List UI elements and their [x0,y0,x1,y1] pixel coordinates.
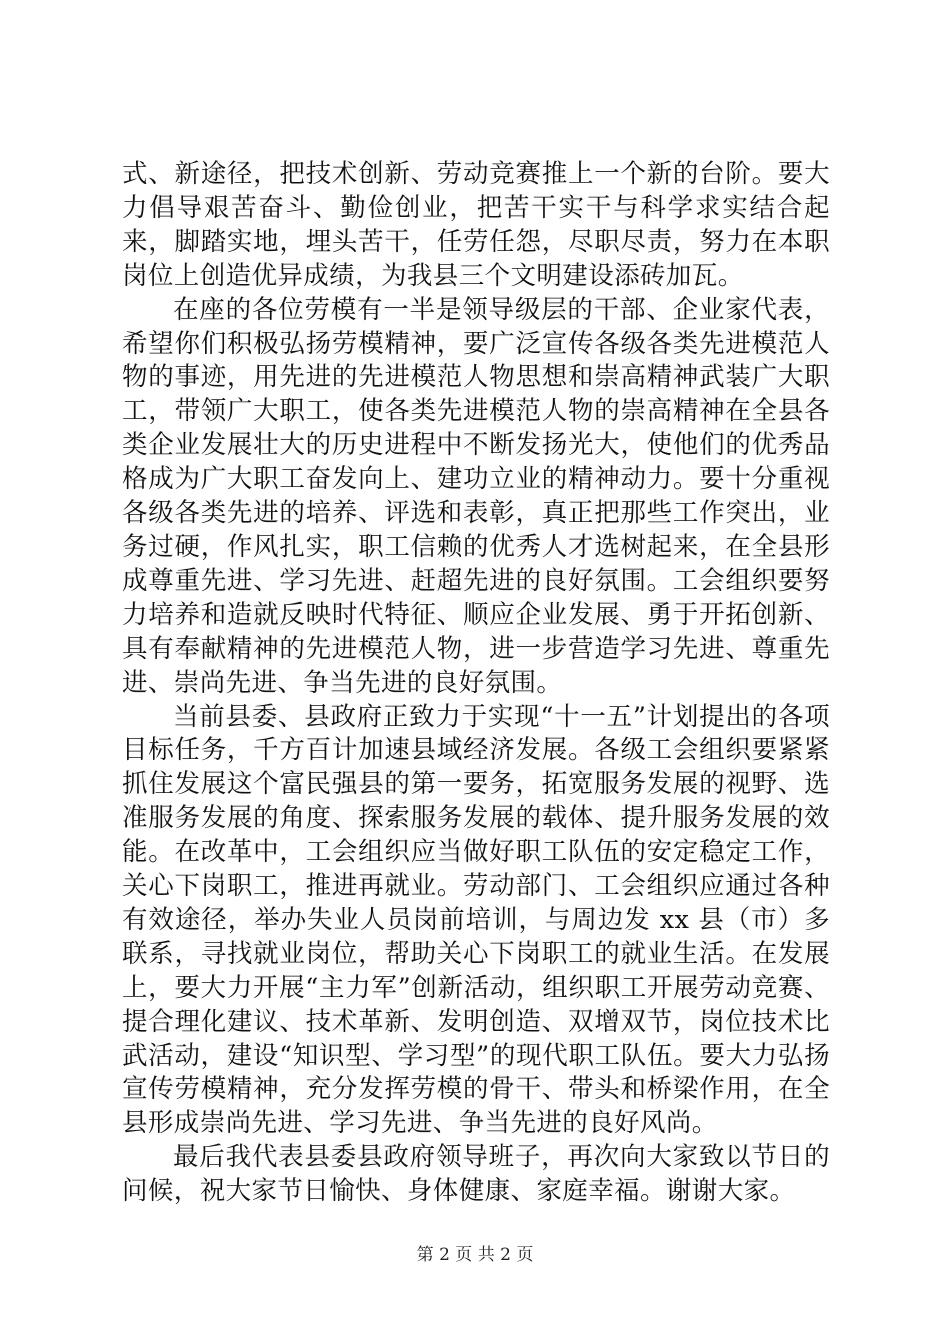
page-number-footer: 第 2 页 共 2 页 [416,1245,534,1265]
paragraph-model-workers: 在座的各位劳模有一半是领导级层的干部、企业家代表，希望你们积极弘扬劳模精神，要广泛宣传各级各类先进模范人物的事迹，用先进的先进模范人物思想和崇高精神武装广大职工，带领广大职工，使各类先进模范人物的崇高精神在全县各类企业发展壮大的历史进程中不断发扬光大，使他们的优秀品格成为广大职工奋发向上、建功立业的精神动力。要十分重视各级各类先进的培养、评选和表彰，真正把那些工作突出，业务过硬，作风扎实，职工信赖的优秀人才选树起来，在全县形成尊重先进、学习先进、赶超先进的良好氛围。工会组织要努力培养和造就反映时代特征、顺应企业发展、勇于开拓创新、具有奉献精神的先进模范人物，进一步营造学习先进、尊重先进、崇尚先进、争当先进的良好氛围。 [122,294,830,698]
document-body [122,158,830,1209]
paragraph-continuation: 式、新途径，把技术创新、劳动竞赛推上一个新的台阶。要大力倡导艰苦奋斗、勤俭创业，把苦干实干与科学求实结合起来，脚踏实地，埋头苦干，任劳任怨，尽职尽责，努力在本职岗位上创造优异成绩，为我县三个文明建设添砖加瓦。 [122,159,830,291]
paragraph-economic-development: 当前县委、县政府正致力于实现“十一五”计划提出的各项目标任务，千方百计加速县域经济发展。各级工会组织要紧紧抓住发展这个富民强县的第一要务，拓宽服务发展的视野、选准服务发展的角度、探索服务发展的载体、提升服务发展的效能。在改革中，工会组织应当做好职工队伍的安定稳定工作，关心下岗职工，推进再就业。劳动部门、工会组织应通过各种有效途径，举办失业人员岗前培训，与周边发 xx 县（市）多联系，寻找就业岗位，帮助关心下岗职工的就业生活。在发展上，要大力开展“主力军”创新活动，组织职工开展劳动竞赛、提合理化建议、技术革新、发明创造、双增双节，岗位技术比武活动，建设“知识型、学习型”的现代职工队伍。要大力弘扬宣传劳模精神，充分发挥劳模的骨干、带头和桥梁作用，在全县形成崇尚先进、学习先进、争当先进的良好风尚。 [122,701,830,1139]
paragraph-closing: 最后我代表县委县政府领导班子，再次向大家致以节日的问候，祝大家节日愉快、身体健康、家庭幸福。谢谢大家。 [122,1142,830,1207]
